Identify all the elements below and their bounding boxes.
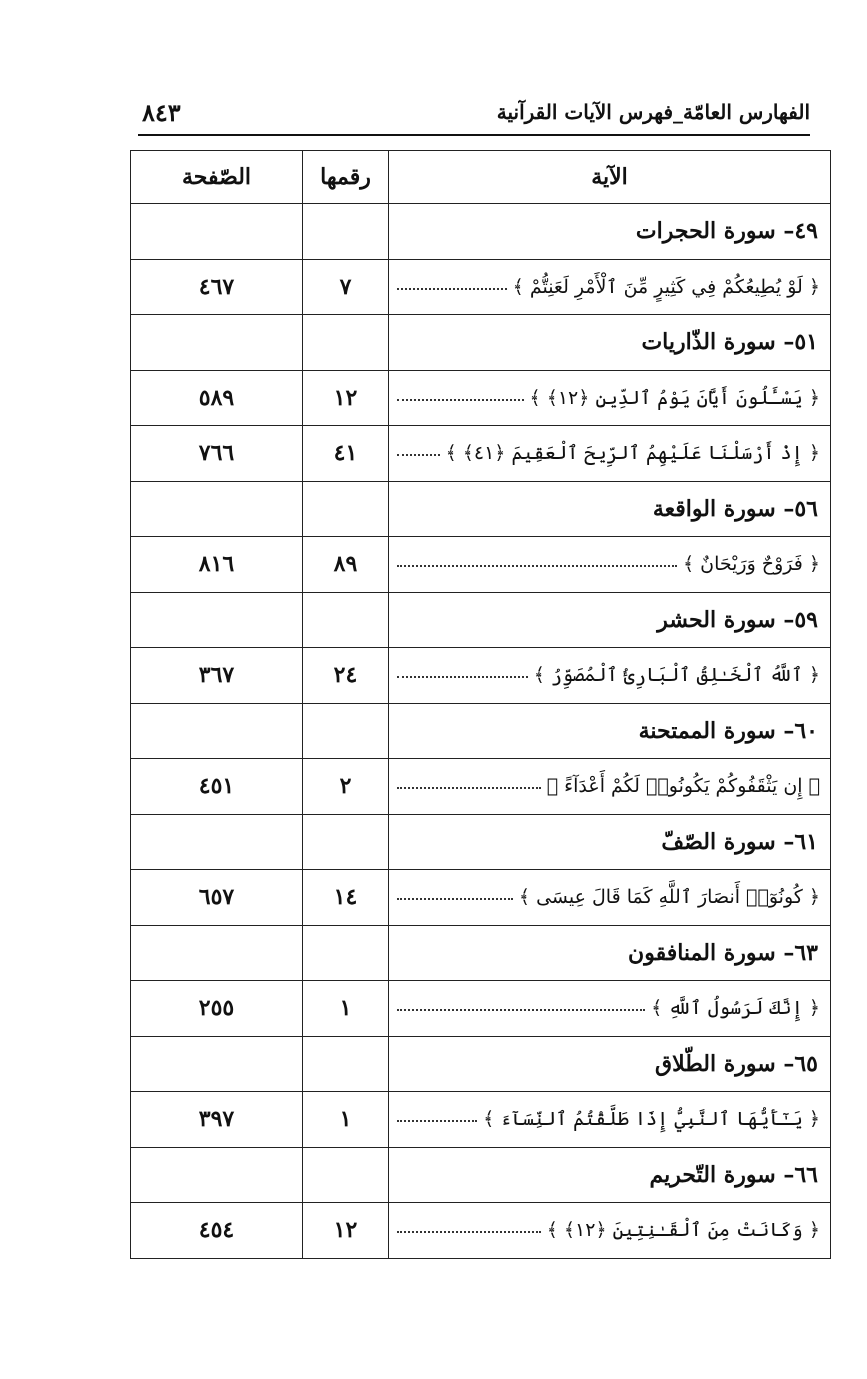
surah-heading-row	[131, 204, 831, 260]
page-reference: ٨١٦	[131, 537, 303, 593]
page-reference: ٧٦٦	[131, 426, 303, 482]
surah-title: ٦٠– سورة الممتحنة	[389, 703, 831, 759]
empty-number-cell	[303, 814, 389, 870]
surah-heading-row	[131, 814, 831, 870]
surah-heading-row	[131, 315, 831, 371]
ayah-number: ١٢	[303, 370, 389, 426]
ayah-text: ﴿ إِنَّكَ لَرَسُولُ ٱللَّهِ ﴾	[651, 997, 820, 1020]
surah-title: ٥٩– سورة الحشر	[389, 592, 831, 648]
page-reference: ٣٦٧	[131, 648, 303, 704]
page-reference: ٢٥٥	[131, 981, 303, 1037]
ayah-row	[131, 870, 831, 926]
ayah-text: ﴿ لَوْ يُطِيعُكُمْ فِي كَثِيرٍ مِّنَ ٱلْأَمْرِ لَعَنِتُّمْ ﴾	[512, 275, 820, 298]
ayah-number: ١٢	[303, 1203, 389, 1259]
empty-number-cell	[303, 925, 389, 981]
ayah-text: ﴿ يَسْـَٔلُونَ أَيَّانَ يَوْمُ ٱلدِّينِ ﴿١٢﴾ ﴾	[529, 386, 820, 409]
dot-leader	[397, 287, 507, 290]
surah-heading-row	[131, 1147, 831, 1203]
ayah-cell	[389, 426, 831, 482]
ayah-row	[131, 759, 831, 815]
surah-title: ٦٣– سورة المنافقون	[389, 925, 831, 981]
empty-number-cell	[303, 204, 389, 260]
surah-heading-row	[131, 592, 831, 648]
surah-title: ٦٥– سورة الطّلاق	[389, 1036, 831, 1092]
column-header-ayah: الآية	[389, 151, 831, 204]
surah-heading-row	[131, 703, 831, 759]
ayah-text: ﴿ إِن يَثْقَفُوكُمْ يَكُونُوا۟ لَكُمْ أَعْدَآءً ﴾	[546, 775, 820, 798]
column-header-number: رقمها	[303, 151, 389, 204]
ayah-number: ١	[303, 1092, 389, 1148]
empty-number-cell	[303, 592, 389, 648]
page-title: الفهارس العامّة_فهرس الآيات القرآنية	[496, 100, 810, 124]
ayah-cell	[389, 370, 831, 426]
ayah-cell	[389, 1092, 831, 1148]
empty-number-cell	[303, 1147, 389, 1203]
dot-leader	[397, 1119, 477, 1122]
ayah-number: ٢	[303, 759, 389, 815]
ayah-row	[131, 537, 831, 593]
ayah-text: ﴿ فَرَوْحٌ وَرَيْحَانٌ ﴾	[682, 553, 820, 576]
empty-page-cell	[131, 315, 303, 371]
surah-heading-row	[131, 481, 831, 537]
dot-leader	[397, 564, 677, 567]
page-reference: ٥٨٩	[131, 370, 303, 426]
ayah-number: ٧	[303, 259, 389, 315]
ayah-row	[131, 1203, 831, 1259]
empty-page-cell	[131, 481, 303, 537]
ayah-cell	[389, 981, 831, 1037]
ayah-text: ﴿ ٱللَّهُ ٱلْخَـٰلِقُ ٱلْبَارِئُ ٱلْمُصَوِّرُ ﴾	[533, 664, 820, 687]
dot-leader	[397, 453, 440, 456]
surah-title: ٦١– سورة الصّفّ	[389, 814, 831, 870]
surah-heading-row	[131, 925, 831, 981]
empty-page-cell	[131, 1036, 303, 1092]
dot-leader	[397, 786, 541, 789]
ayah-text: ﴿ إِذْ أَرْسَلْنَا عَلَيْهِمُ ٱلرِّيحَ ٱلْعَقِيمَ ﴿٤١﴾ ﴾	[445, 442, 820, 465]
empty-page-cell	[131, 814, 303, 870]
page-reference: ٦٥٧	[131, 870, 303, 926]
empty-page-cell	[131, 925, 303, 981]
surah-title: ٤٩– سورة الحجرات	[389, 204, 831, 260]
ayah-text: ﴿ وَكَانَتْ مِنَ ٱلْقَـٰنِتِينَ ﴿١٢﴾ ﴾	[546, 1219, 820, 1242]
page-reference: ٣٩٧	[131, 1092, 303, 1148]
empty-number-cell	[303, 703, 389, 759]
ayah-number: ١	[303, 981, 389, 1037]
ayah-number: ٤١	[303, 426, 389, 482]
ayah-cell	[389, 759, 831, 815]
ayah-number: ٨٩	[303, 537, 389, 593]
dot-leader	[397, 1230, 541, 1233]
ayah-row	[131, 981, 831, 1037]
surah-heading-row	[131, 1036, 831, 1092]
empty-page-cell	[131, 1147, 303, 1203]
dot-leader	[397, 398, 524, 401]
surah-title: ٥١– سورة الذّاريات	[389, 315, 831, 371]
table-header-row	[131, 151, 831, 204]
ayah-cell	[389, 1203, 831, 1259]
ayah-cell	[389, 259, 831, 315]
empty-number-cell	[303, 1036, 389, 1092]
ayah-number: ٢٤	[303, 648, 389, 704]
empty-page-cell	[131, 592, 303, 648]
ayah-index-table	[130, 150, 831, 1259]
ayah-row	[131, 648, 831, 704]
ayah-text: ﴿ يَـٰٓأَيُّهَا ٱلنَّبِيُّ إِذَا طَلَّقْتُمُ ٱلنِّسَآءَ ﴾	[483, 1108, 820, 1131]
ayah-text: ﴿ كُونُوٓا۟ أَنصَارَ ٱللَّهِ كَمَا قَالَ عِيسَى ﴾	[518, 886, 820, 909]
ayah-cell	[389, 648, 831, 704]
ayah-row	[131, 1092, 831, 1148]
empty-page-cell	[131, 703, 303, 759]
surah-title: ٥٦– سورة الواقعة	[389, 481, 831, 537]
ayah-row	[131, 370, 831, 426]
ayah-row	[131, 259, 831, 315]
page-reference: ٤٥٤	[131, 1203, 303, 1259]
table-body	[131, 204, 831, 1259]
empty-number-cell	[303, 315, 389, 371]
page-reference: ٤٥١	[131, 759, 303, 815]
column-header-page: الصّفحة	[131, 151, 303, 204]
empty-number-cell	[303, 481, 389, 537]
page-reference: ٤٦٧	[131, 259, 303, 315]
empty-page-cell	[131, 204, 303, 260]
ayah-cell	[389, 537, 831, 593]
dot-leader	[397, 675, 528, 678]
page-header	[138, 98, 810, 136]
ayah-number: ١٤	[303, 870, 389, 926]
dot-leader	[397, 1008, 645, 1011]
page-number: ٨٤٣	[142, 98, 181, 127]
dot-leader	[397, 897, 513, 900]
surah-title: ٦٦– سورة التّحريم	[389, 1147, 831, 1203]
ayah-row	[131, 426, 831, 482]
ayah-cell	[389, 870, 831, 926]
